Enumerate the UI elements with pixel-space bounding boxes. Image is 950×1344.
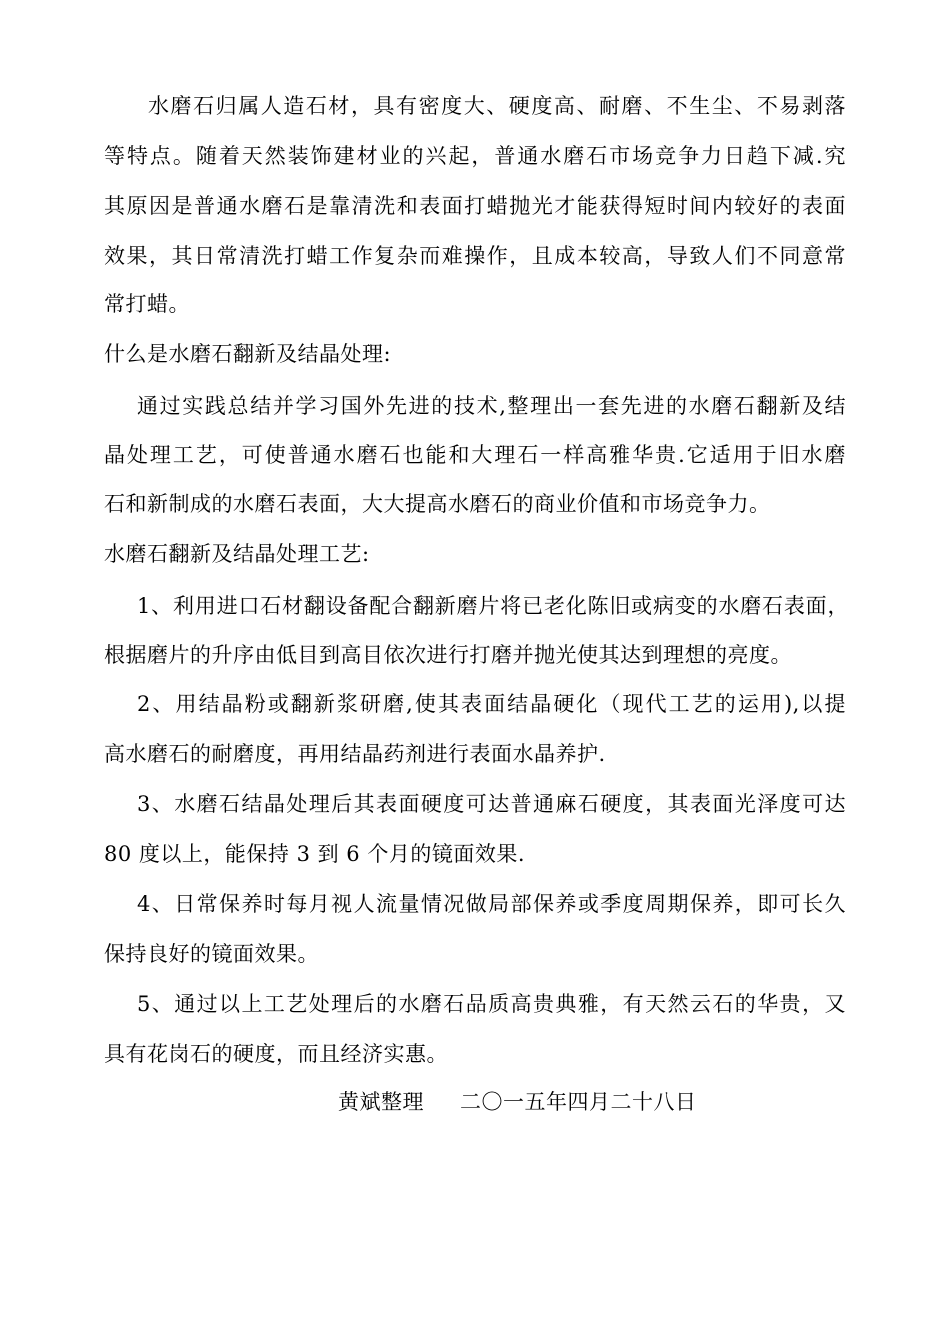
section1-line-2: 晶处理工艺，可使普通水磨石也能和大理石一样高雅华贵.它适用于旧水磨	[104, 443, 846, 467]
step-1-line-2: 根据磨片的升序由低目到高目依次进行打磨并抛光使其达到理想的亮度。	[104, 643, 792, 667]
step-1-line-1: 1、利用进口石材翻设备配合翻新磨片将已老化陈旧或病变的水磨石表面，	[137, 594, 849, 618]
step-3-line-1: 3、水磨石结晶处理后其表面硬度可达普通麻石硬度，其表面光泽度可达	[137, 792, 846, 816]
section-heading-what-is: 什么是水磨石翻新及结晶处理:	[104, 342, 392, 366]
step-5-line-1: 5、通过以上工艺处理后的水磨石品质高贵典雅，有天然云石的华贵，又	[137, 992, 846, 1016]
section-heading-process: 水磨石翻新及结晶处理工艺:	[104, 542, 370, 566]
intro-line-2: 等特点。随着天然装饰建材业的兴起，普通水磨石市场竞争力日趋下减.究	[104, 144, 846, 168]
step-2-line-1: 2、用结晶粉或翻新浆研磨,使其表面结晶硬化（现代工艺的运用),以提	[137, 692, 846, 716]
signature-author: 黄斌整理	[338, 1090, 424, 1114]
section1-line-1: 通过实践总结并学习国外先进的技术,整理出一套先进的水磨石翻新及结	[137, 394, 846, 418]
intro-line-1: 水磨石归属人造石材，具有密度大、硬度高、耐磨、不生尘、不易剥落	[148, 94, 846, 118]
signature-date: 二〇一五年四月二十八日	[460, 1090, 697, 1114]
step-4-line-2: 保持良好的镜面效果。	[104, 942, 319, 966]
intro-line-5: 常打蜡。	[104, 292, 190, 316]
step-3-line-2: 80 度以上，能保持 3 到 6 个月的镜面效果.	[104, 842, 525, 866]
step-4-line-1: 4、日常保养时每月视人流量情况做局部保养或季度周期保养，即可长久	[137, 892, 846, 916]
intro-line-3: 其原因是普通水磨石是靠清洗和表面打蜡抛光才能获得短时间内较好的表面	[104, 194, 846, 218]
section1-line-3: 石和新制成的水磨石表面，大大提高水磨石的商业价值和市场竞争力。	[104, 492, 771, 516]
intro-line-4: 效果，其日常清洗打蜡工作复杂而难操作，且成本较高，导致人们不同意常	[104, 244, 846, 268]
step-2-line-2: 高水磨石的耐磨度，再用结晶药剂进行表面水晶养护.	[104, 742, 606, 766]
step-5-line-2: 具有花岗石的硬度，而且经济实惠。	[104, 1042, 448, 1066]
